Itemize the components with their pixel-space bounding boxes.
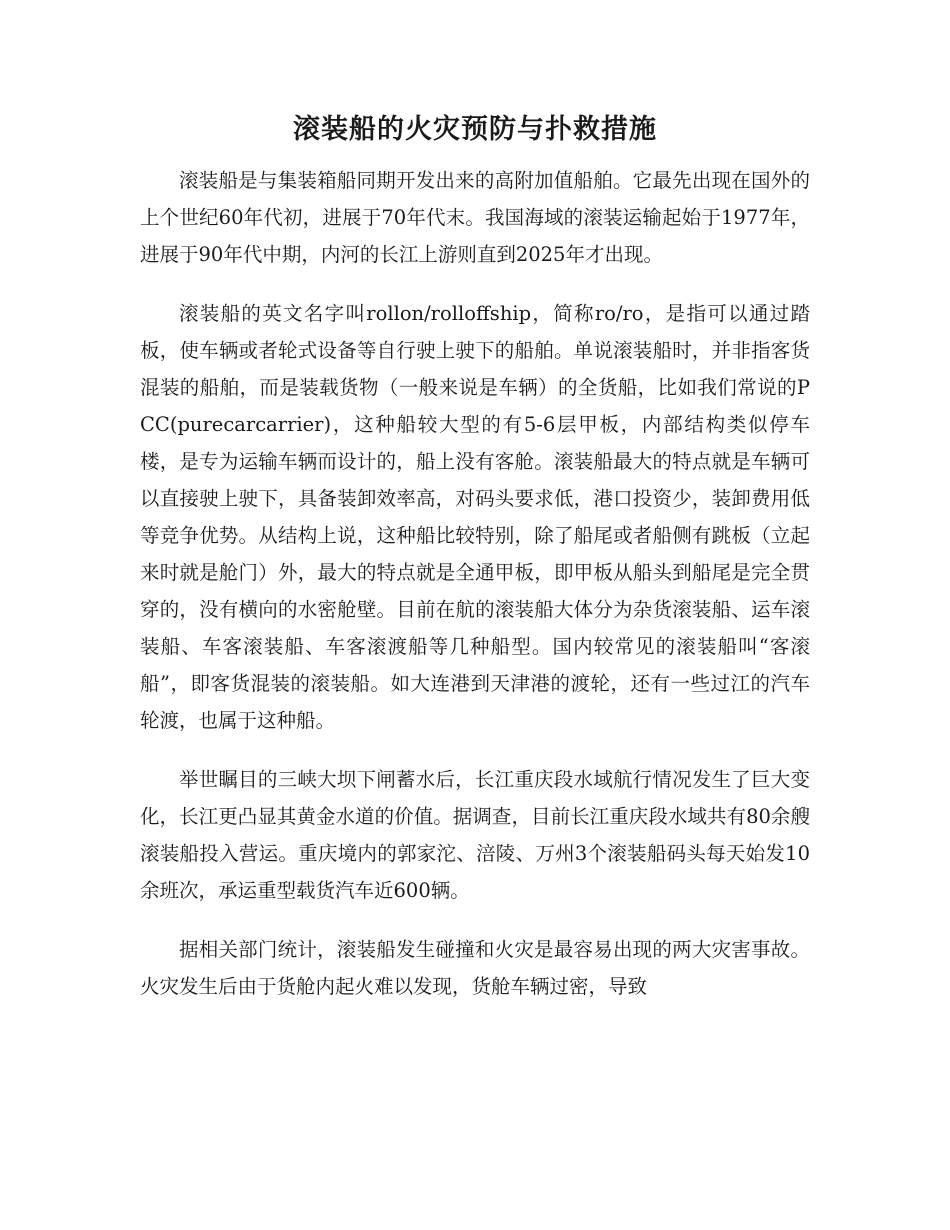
document-body (140, 162, 810, 1005)
paragraph-statistics: 据相关部门统计，滚装船发生碰撞和火灾是最容易出现的两大灾害事故。火灾发生后由于货舱内起火难以发现，货舱车辆过密，导致 (140, 938, 810, 998)
paragraph-intro: 滚装船是与集装箱船同期开发出来的高附加值船舶。它最先出现在国外的上个世纪60年代初，进展于70年代末。我国海域的滚装运输起始于1977年，进展于90年代中期，内河的长江上游则直到2025年才出现。 (140, 169, 810, 266)
paragraph-yangtze: 举世瞩目的三峡大坝下闸蓄水后，长江重庆段水域航行情况发生了巨大变化，长江更凸显其黄金水道的价值。据调查，目前长江重庆段水域共有80余艘滚装船投入营运。重庆境内的郭家沱、涪陵、万州3个滚装船码头每天始发10余班次，承运重型载货汽车近600辆。 (140, 768, 810, 902)
paragraph-definition: 滚装船的英文名字叫rollon/rolloffship，简称ro/ro，是指可以通过踏板，使车辆或者轮式设备等自行驶上驶下的船舶。单说滚装船时，并非指客货混装的船舶，而是装载货物（一般来说是车辆）的全货船，比如我们常说的PCC(purecarcarrier)，这种船较大型的有5-6层甲板，内部结构类似停车楼，是专为运输车辆而设计的，船上没有客舱。滚装船最大的特点就是车辆可以直接驶上驶下，具备装卸效率高，对码头要求低，港口投资少，装卸费用低等竞争优势。从结构上说，这种船比较特别，除了船尾或者船侧有跳板（立起来时就是舱门）外，最大的特点就是全通甲板，即甲板从船头到船尾是完全贯穿的，没有横向的水密舱壁。目前在航的滚装船大体分为杂货滚装船、运车滚装船、车客滚装船、车客滚渡船等几种船型。国内较常见的滚装船叫“客滚船”，即客货混装的滚装船。如大连港到天津港的渡轮，还有一些过江的汽车轮渡，也属于这种船。 (140, 302, 810, 732)
document-title: 滚装船的火灾预防与扑救措施 (293, 114, 657, 145)
